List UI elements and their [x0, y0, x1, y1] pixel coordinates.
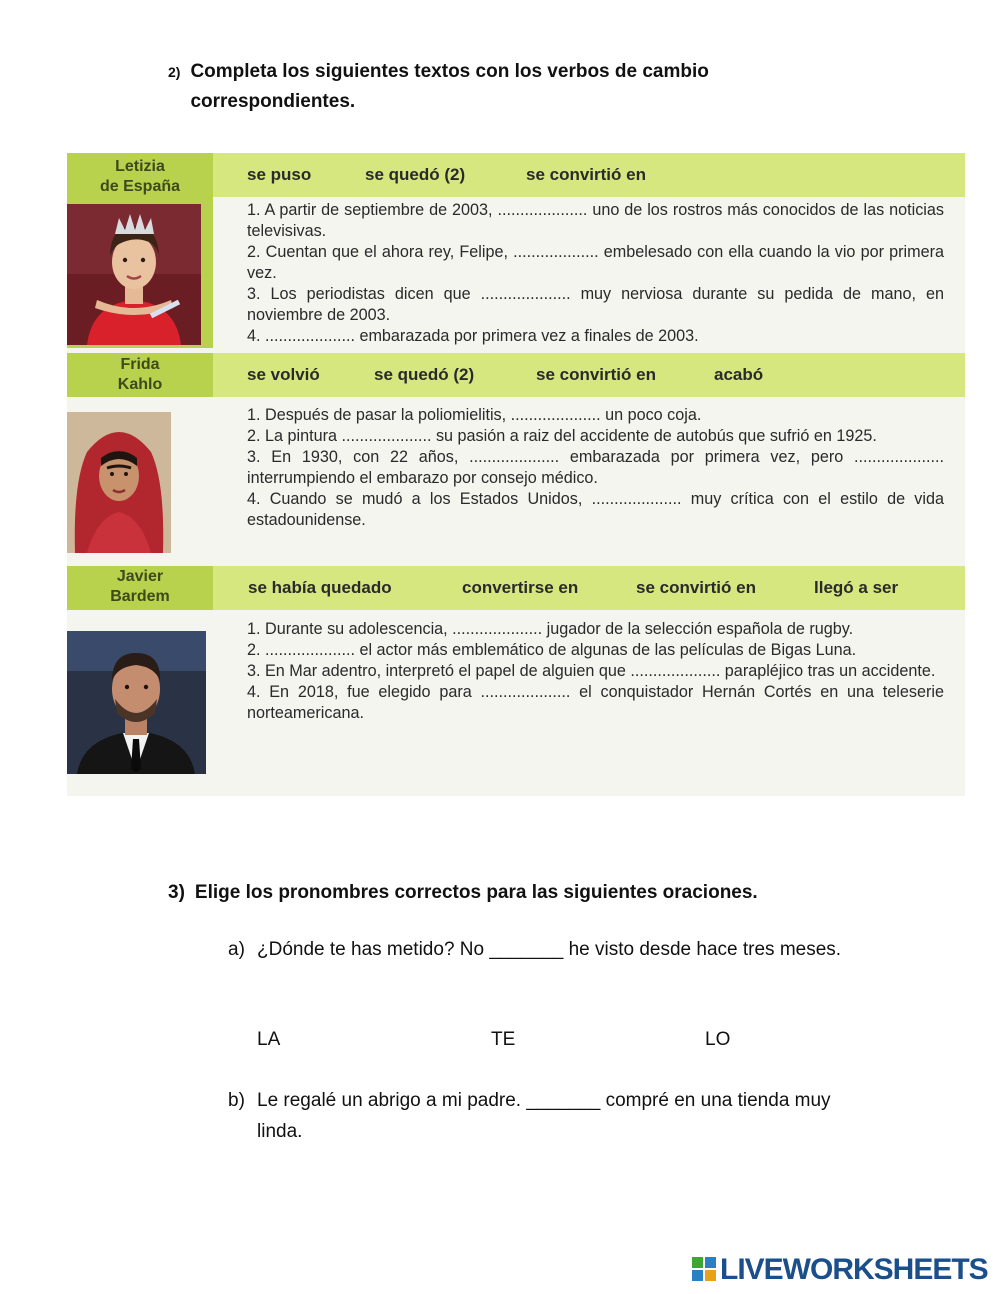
logo-text: LIVEWORKSHEETS [720, 1253, 988, 1286]
name-line: Frida [120, 356, 160, 373]
question-2-instruction: Completa los siguientes textos con los verbos de cambio correspondientes. [190, 61, 709, 112]
sentence: 1. Después de pasar la poliomielitis, .................... un poco coja. [247, 406, 702, 424]
verb-option: acabó [714, 365, 764, 384]
verb-option: se convirtió en [536, 365, 656, 384]
sentences-javier [247, 619, 944, 724]
liveworksheets-logo [692, 1253, 988, 1287]
name-line: Javier [116, 568, 164, 585]
sentence: 4. En 2018, fue elegido para .................... el conquistador Hernán Cortés en una teleserie norteamericana. [247, 683, 944, 722]
person-name-javier [67, 567, 213, 607]
question-3-heading [168, 878, 895, 908]
sentence: 3. Los periodistas dicen que .................... muy nerviosa durante su pedida de mano, en noviembre de 2003. [247, 285, 944, 324]
sentence: 3. En Mar adentro, interpretó el papel de alguien que .................... parapléjico tras un accidente. [247, 662, 936, 680]
question-3-number: 3) [168, 882, 185, 903]
name-line: de España [99, 178, 181, 195]
item-label: a) [228, 939, 245, 960]
choice-option[interactable]: TE [491, 1029, 516, 1050]
photo-frida [67, 412, 201, 553]
sentences-frida [247, 405, 944, 531]
name-line: Bardem [110, 588, 170, 605]
sentence: 2. .................... el actor más emblemático de algunas de las películas de Bigas Luna. [247, 641, 857, 659]
person-name-letizia [67, 157, 213, 197]
verb-option: llegó a ser [814, 578, 899, 597]
sentence: 2. Cuentan que el ahora rey, Felipe, ................... embelesado con ella cuando la vio por primera vez. [247, 243, 944, 282]
verb-option: se puso [247, 165, 312, 184]
verb-option: convertirse en [462, 578, 579, 597]
name-line: Letizia [115, 158, 165, 175]
sentence: 4. Cuando se mudó a los Estados Unidos, .................... muy crítica con el estilo de vida estadounidense. [247, 490, 944, 529]
choice-option[interactable]: LO [705, 1029, 731, 1050]
sentence: 3. En 1930, con 22 años, .................... embarazada por primera vez, pero .................... interrumpiendo el embarazo por consejo médico. [247, 448, 944, 487]
verb-option: se convirtió en [526, 165, 646, 184]
photo-letizia [67, 204, 201, 345]
item-text: ¿Dónde te has metido? No _______ he visto desde hace tres meses. [257, 939, 842, 960]
person-name-frida [67, 355, 213, 395]
question-2-number: 2) [168, 64, 181, 80]
verb-option: se quedó (2) [374, 365, 475, 384]
choice-option[interactable]: LA [257, 1029, 281, 1050]
sentence: 4. .................... embarazada por primera vez a finales de 2003. [247, 327, 699, 345]
name-line: Kahlo [117, 376, 163, 393]
question-2-heading [168, 57, 750, 117]
verb-option: se volvió [247, 365, 320, 384]
verb-option: se había quedado [248, 578, 392, 597]
question-3-instruction: Elige los pronombres correctos para las siguientes oraciones. [194, 882, 758, 903]
photo-javier [67, 631, 206, 774]
verb-option: se quedó (2) [365, 165, 466, 184]
verb-option: se convirtió en [636, 578, 756, 597]
item-label: b) [228, 1090, 245, 1111]
exercise-panel [67, 153, 965, 796]
sentences-letizia [247, 200, 944, 347]
item-text: Le regalé un abrigo a mi padre. _______ compré en una tienda muy linda. [257, 1090, 831, 1142]
sentence: 1. A partir de septiembre de 2003, .................... uno de los rostros más conocidos de las noticias televisivas. [247, 201, 944, 240]
sentence: 2. La pintura .................... su pasión a raiz del accidente de autobús que sufrió en 1925. [247, 427, 877, 445]
liveworksheets-logo-icon [692, 1257, 716, 1281]
sentence: 1. Durante su adolescencia, .................... jugador de la selección española de rugby. [247, 620, 854, 638]
